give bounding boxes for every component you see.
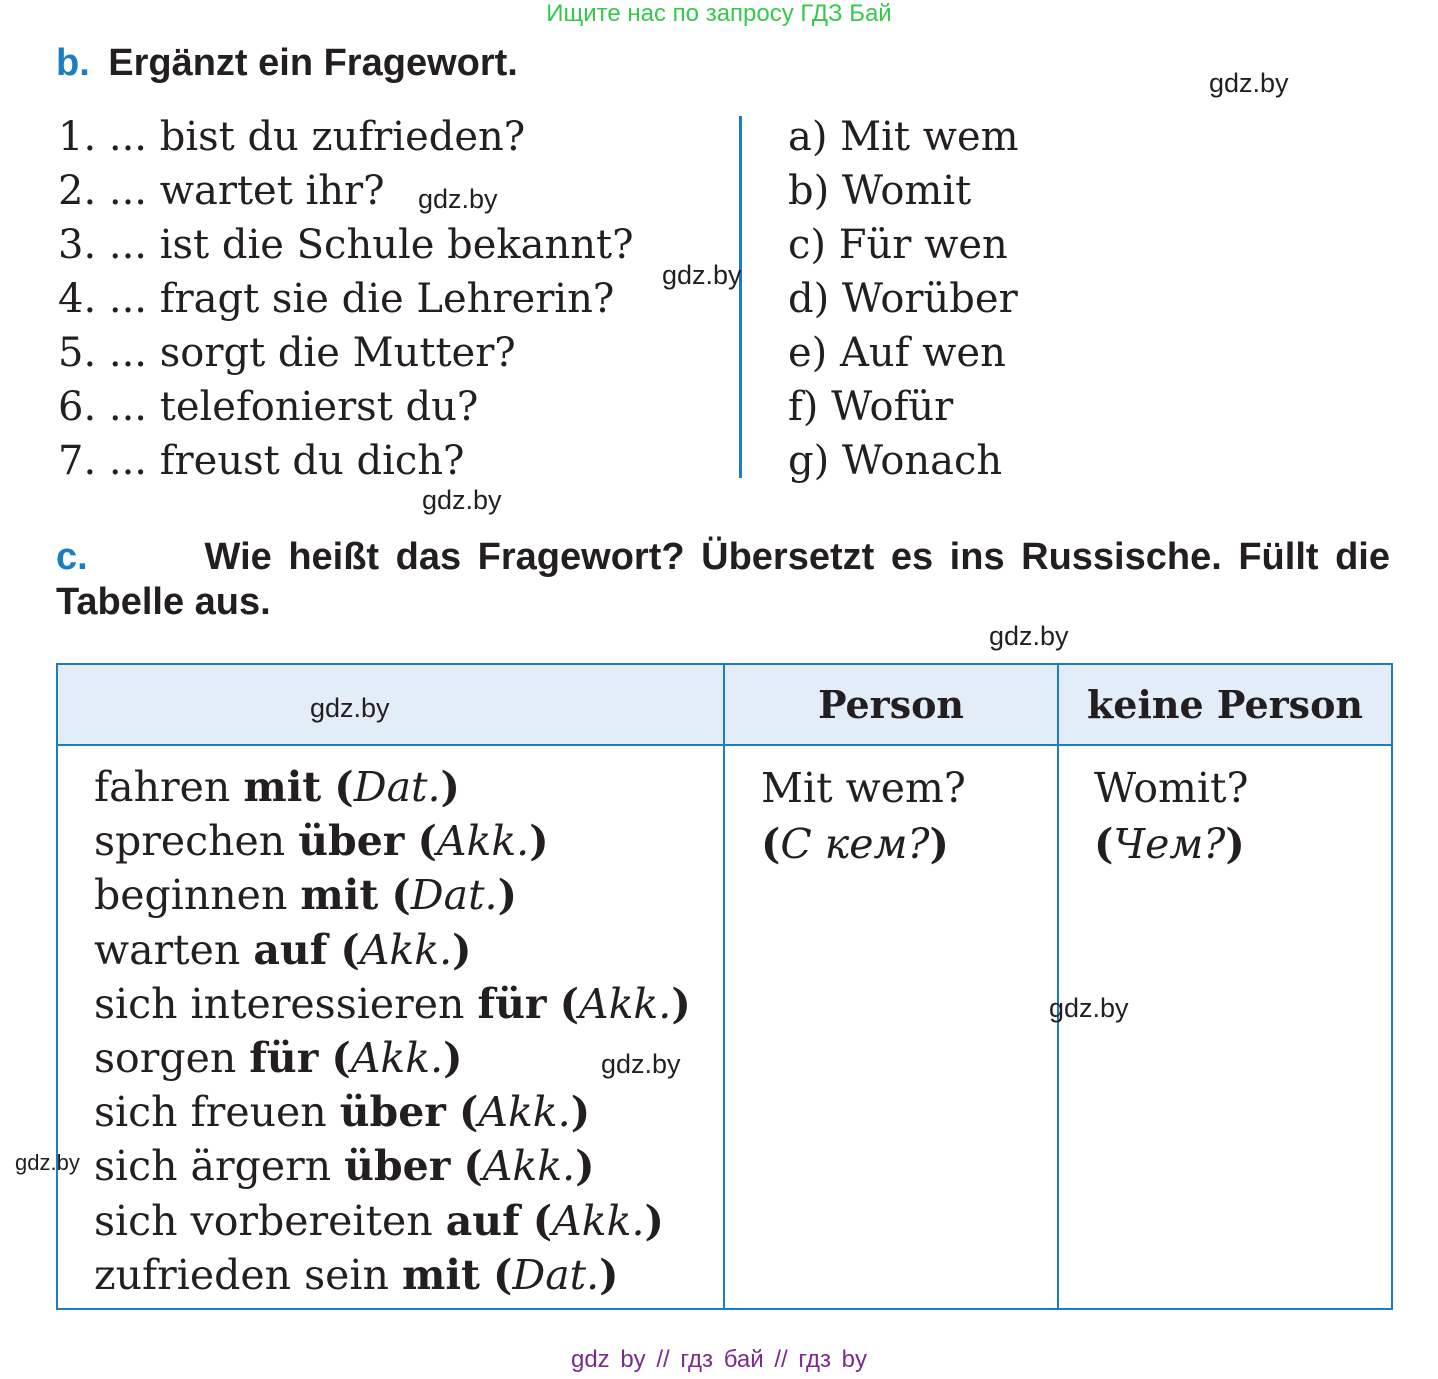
section-c-title-line1: Wie heißt das Fragewort? Übersetzt es ins Russische. Füllt die <box>204 536 1390 578</box>
verb-text: sprechen <box>94 817 286 866</box>
column-divider <box>739 116 742 478</box>
watermark: gdz.by <box>662 260 742 290</box>
verb-text: fahren <box>94 763 231 811</box>
verb-text: sich ärgern <box>94 1142 332 1191</box>
thing-translation-row: (Чем?) <box>1094 820 1245 868</box>
verb-text: sich freuen <box>94 1088 327 1137</box>
person-cell <box>761 760 966 872</box>
section-b-heading <box>56 42 518 85</box>
verb-preposition: mit <box>401 1250 480 1299</box>
header-keine-person: keine Person <box>1086 682 1364 727</box>
thing-example: Womit? <box>1094 764 1249 812</box>
person-translation: С кем? <box>780 820 930 868</box>
verb-row: beginnen mit (Dat.) <box>94 871 517 920</box>
question-item: 4. ... fragt sie die Lehrerin? <box>58 276 615 322</box>
answer-item: b) Womit <box>788 168 972 214</box>
section-c-title-line2: Tabelle aus. <box>56 581 271 623</box>
verb-case: Dat. <box>512 1250 600 1299</box>
answer-item: g) Wonach <box>788 438 1003 484</box>
verb-text: sorgen <box>94 1034 237 1083</box>
verb-case: Akk. <box>578 979 672 1028</box>
verb-case: Dat. <box>410 871 498 920</box>
watermark: gdz.by <box>418 184 498 214</box>
thing-cell <box>1094 760 1249 872</box>
verb-text: beginnen <box>94 871 288 920</box>
verb-row: sich interessieren für (Akk.) <box>94 979 691 1028</box>
answer-item: d) Worüber <box>788 276 1018 322</box>
section-b-letter: b. <box>56 42 90 84</box>
answers-list <box>788 110 1019 488</box>
verb-text: sich vorbereiten <box>94 1196 433 1245</box>
verb-text: warten <box>94 925 241 974</box>
verb-case: Akk. <box>350 1034 444 1083</box>
verb-row: sich ärgern über (Akk.) <box>94 1142 595 1191</box>
verb-case: Akk. <box>478 1088 571 1137</box>
header-person: Person <box>817 682 965 727</box>
watermark: gdz.by <box>15 1150 80 1175</box>
verb-preposition: über <box>344 1142 451 1191</box>
verb-preposition: mit <box>243 763 322 811</box>
verb-preposition: auf <box>445 1196 520 1245</box>
person-example: Mit wem? <box>761 764 966 812</box>
verb-row: zufrieden sein mit (Dat.) <box>94 1250 619 1299</box>
section-b-title: Ergänzt ein Fragewort. <box>108 42 518 84</box>
verb-row: sich vorbereiten auf (Akk.) <box>94 1196 664 1245</box>
section-c-letter: c. <box>56 536 88 578</box>
question-item: 6. ... telefonierst du? <box>58 384 479 430</box>
verb-case: Akk. <box>482 1142 576 1191</box>
verb-text: sich interessieren <box>94 979 465 1028</box>
verb-preposition: auf <box>253 925 328 974</box>
section-c-heading <box>56 536 1390 624</box>
person-translation-row: (С кем?) <box>761 820 949 868</box>
watermark: gdz.by <box>1209 68 1289 98</box>
verb-case: Akk. <box>436 817 530 866</box>
watermark: gdz.by <box>601 1049 681 1079</box>
verb-row: sprechen über (Akk.) <box>94 817 549 866</box>
question-item: 7. ... freust du dich? <box>58 438 465 484</box>
verb-case: Akk. <box>552 1196 645 1245</box>
verb-preposition: mit <box>300 871 379 920</box>
question-item: 1. ... bist du zufrieden? <box>58 114 526 160</box>
question-item: 3. ... ist die Schule bekannt? <box>58 222 634 268</box>
verb-preposition: über <box>339 1088 446 1137</box>
question-item: 2. ... wartet ihr? <box>58 168 385 214</box>
watermark: gdz.by <box>989 621 1069 651</box>
verb-row: sorgen für (Akk.) <box>94 1034 463 1083</box>
watermark: gdz.by <box>1049 993 1129 1023</box>
question-item: 5. ... sorgt die Mutter? <box>58 330 516 376</box>
table-column-line <box>1057 665 1059 1308</box>
verb-row: fahren mit (Dat.) <box>94 763 460 811</box>
answer-item: f) Wofür <box>788 384 954 430</box>
top-banner[interactable]: Ищите нас по запросу ГДЗ Бай <box>546 0 892 27</box>
verb-case: Dat. <box>353 763 441 811</box>
answer-item: e) Auf wen <box>788 330 1006 376</box>
answer-item: c) Für wen <box>788 222 1008 268</box>
verb-case: Akk. <box>359 925 453 974</box>
watermark: gdz.by <box>422 485 502 515</box>
verb-row: sich freuen über (Akk.) <box>94 1088 591 1137</box>
footer-links[interactable]: gdz by // гдз бай // гдз by <box>570 1346 868 1373</box>
verb-preposition: für <box>249 1034 319 1083</box>
fragewort-table <box>56 663 1393 1310</box>
thing-translation: Чем? <box>1113 820 1226 868</box>
verbs-list <box>94 760 691 1302</box>
verb-row: warten auf (Akk.) <box>94 925 472 974</box>
verb-preposition: für <box>477 979 547 1028</box>
verb-preposition: über <box>298 817 405 866</box>
questions-list <box>58 110 634 488</box>
table-column-line <box>723 665 725 1308</box>
watermark: gdz.by <box>310 693 390 723</box>
answer-item: a) Mit wem <box>788 114 1019 160</box>
verb-text: zufrieden sein <box>94 1250 389 1299</box>
